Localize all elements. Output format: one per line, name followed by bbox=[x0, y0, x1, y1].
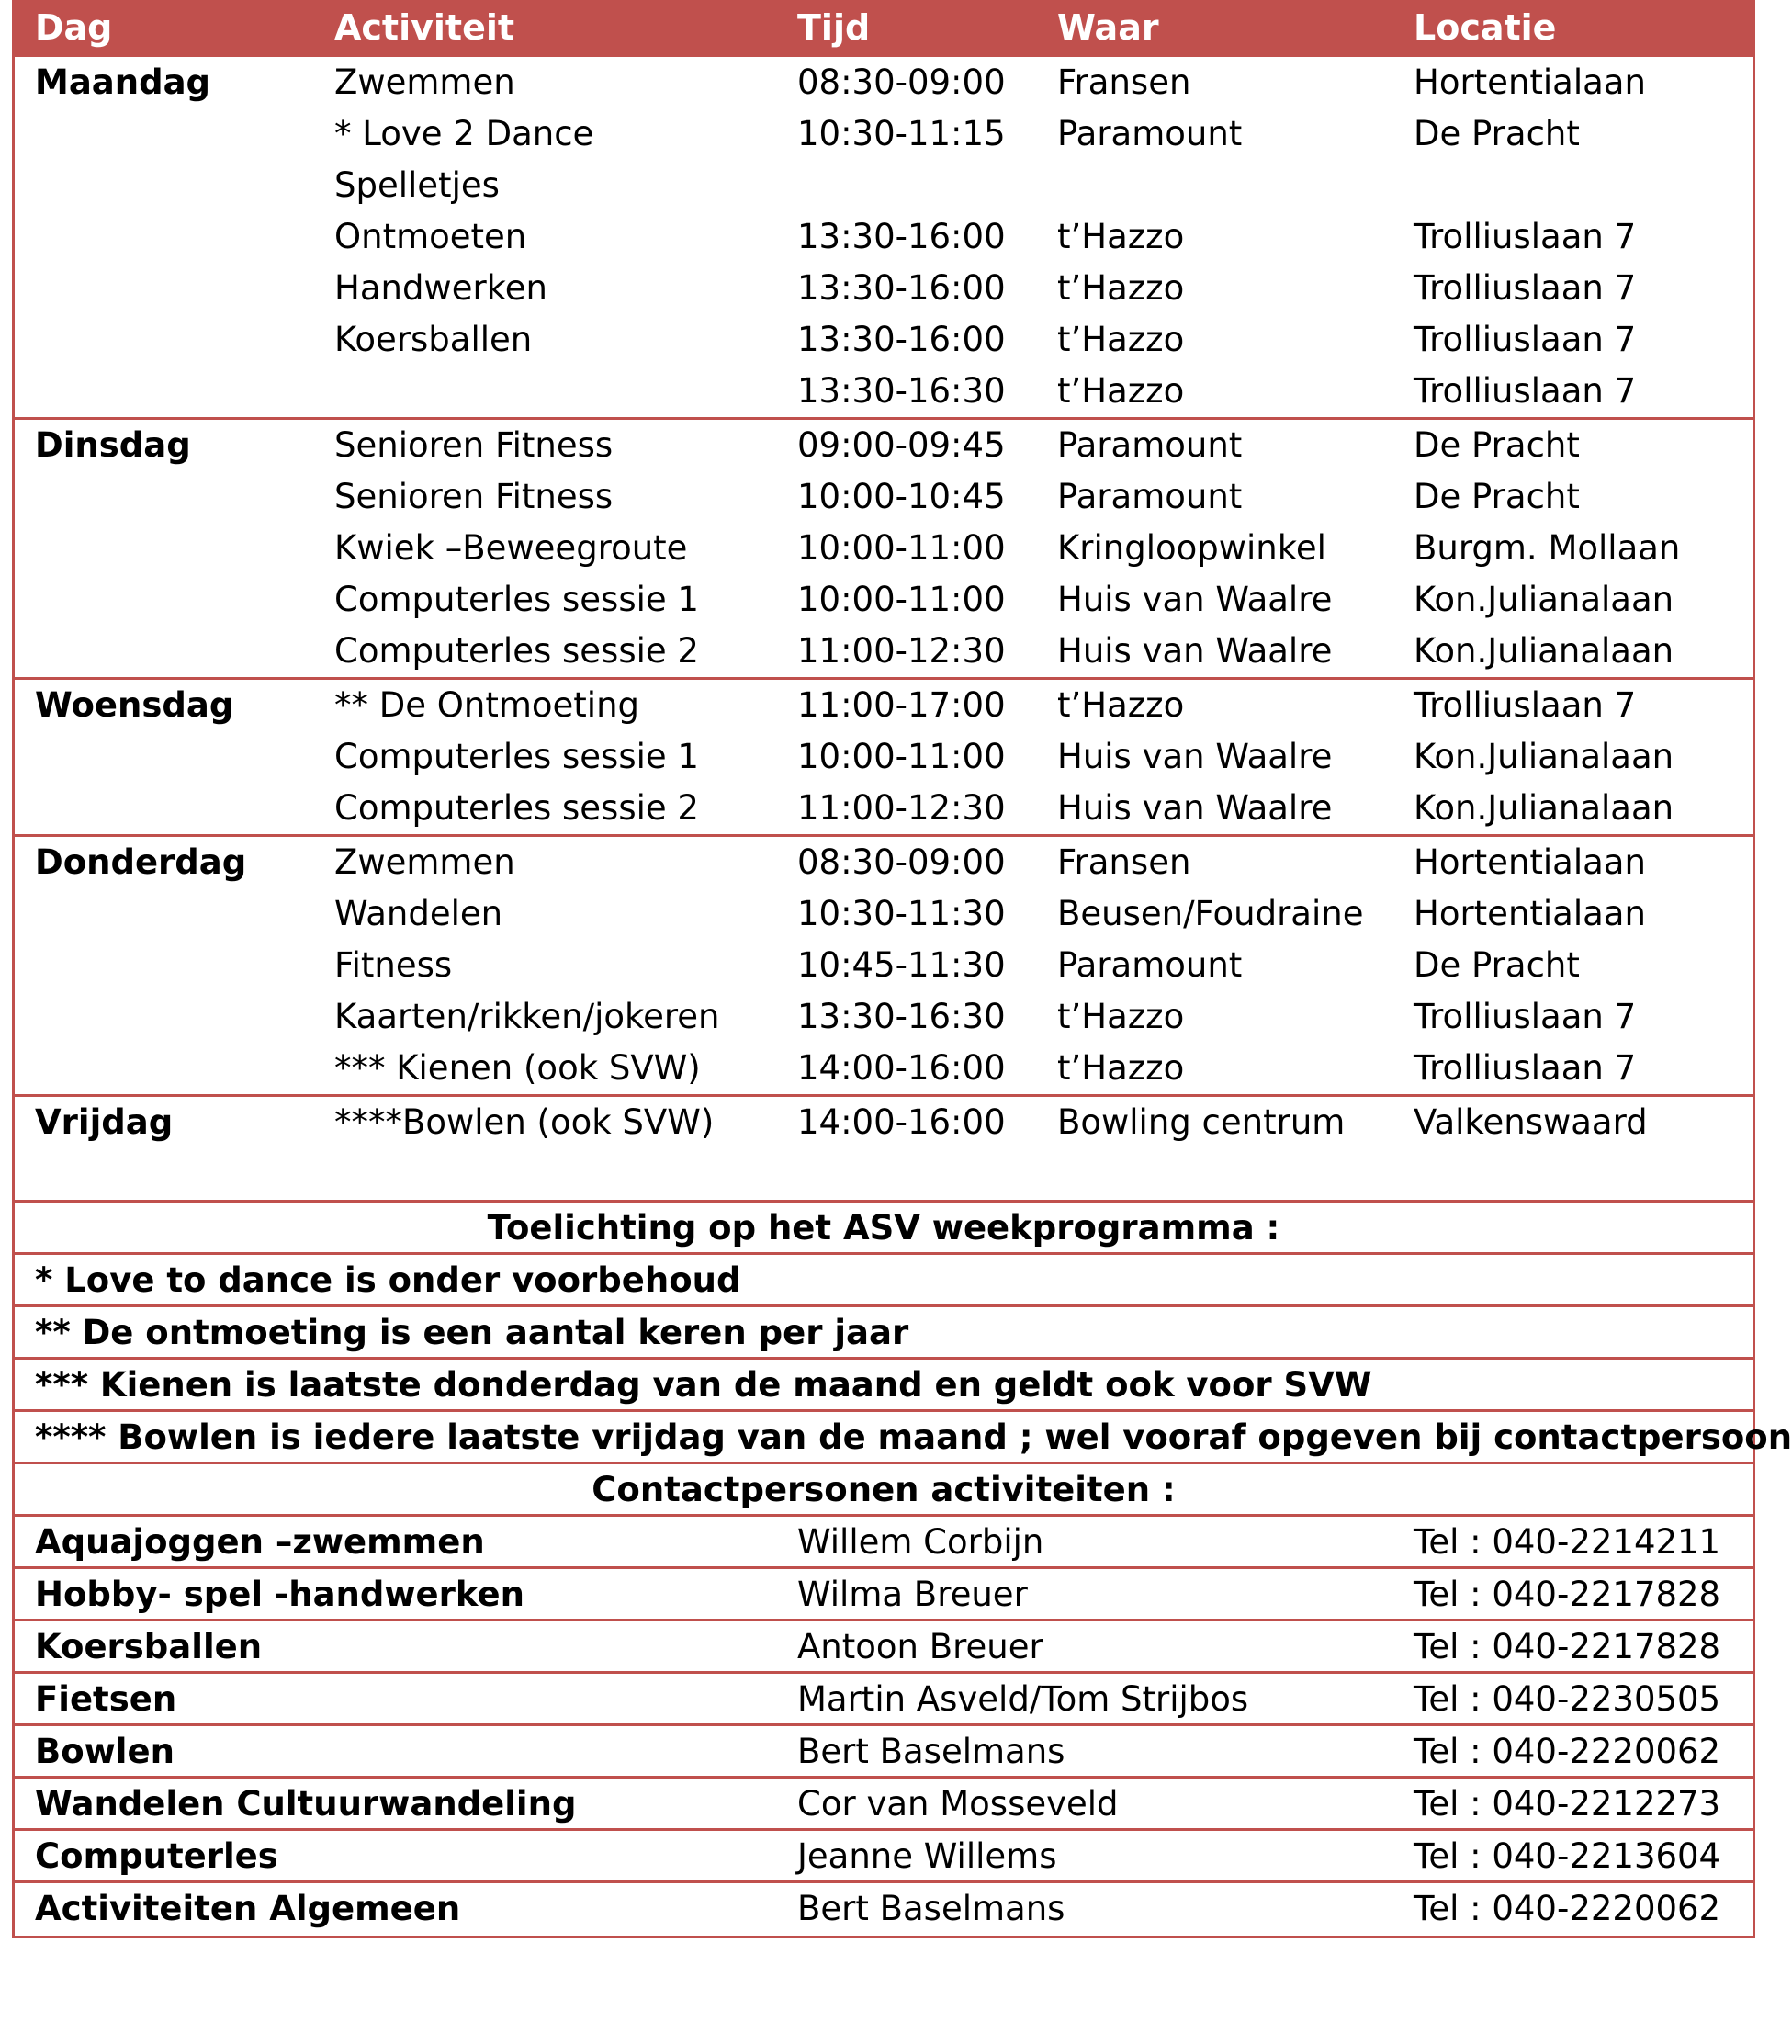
time-cell: 10:00-11:00 bbox=[797, 528, 1006, 568]
header-tijd: Tijd bbox=[797, 7, 871, 48]
time-cell: 14:00-16:00 bbox=[797, 1048, 1006, 1088]
location-cell: Trolliuslaan 7 bbox=[1414, 1048, 1637, 1088]
time-cell: 11:00-17:00 bbox=[797, 685, 1006, 725]
time-cell: 13:30-16:30 bbox=[797, 997, 1006, 1036]
notes-title-row bbox=[15, 1203, 1753, 1255]
time-cell: 11:00-12:30 bbox=[797, 788, 1006, 828]
time-cell: 09:00-09:45 bbox=[797, 425, 1006, 465]
contact-row bbox=[15, 1831, 1753, 1883]
activity-cell: Wandelen bbox=[334, 894, 503, 933]
contact-activity: Fietsen bbox=[35, 1679, 177, 1719]
contact-row bbox=[15, 1569, 1753, 1621]
contact-phone: Tel : 040-2220062 bbox=[1414, 1889, 1721, 1928]
contact-person: Antoon Breuer bbox=[797, 1627, 1043, 1666]
header-activiteit: Activiteit bbox=[334, 7, 515, 48]
table-row bbox=[15, 574, 1753, 626]
contact-phone: Tel : 040-2217828 bbox=[1414, 1627, 1721, 1666]
day-block-woensdag bbox=[15, 680, 1753, 837]
note-row bbox=[15, 1255, 1753, 1307]
activity-cell: *** Kienen (ook SVW) bbox=[334, 1048, 701, 1088]
activity-cell: Spelletjes bbox=[334, 165, 500, 205]
contact-phone: Tel : 040-2214211 bbox=[1414, 1522, 1721, 1562]
location-cell: Kon.Julianalaan bbox=[1414, 580, 1674, 619]
contact-phone: Tel : 040-2217828 bbox=[1414, 1575, 1721, 1614]
location-cell: Burgm. Mollaan bbox=[1414, 528, 1681, 568]
contacts-title-row bbox=[15, 1464, 1753, 1517]
place-cell: Huis van Waalre bbox=[1057, 737, 1333, 776]
activity-cell: Koersballen bbox=[334, 320, 533, 359]
contact-person: Jeanne Willems bbox=[797, 1836, 1057, 1876]
time-cell: 10:00-10:45 bbox=[797, 477, 1006, 516]
table-row bbox=[15, 991, 1753, 1043]
place-cell: t’Hazzo bbox=[1057, 371, 1185, 411]
activity-cell: Zwemmen bbox=[334, 842, 515, 882]
contact-person: Bert Baselmans bbox=[797, 1889, 1065, 1928]
location-cell: Kon.Julianalaan bbox=[1414, 737, 1674, 776]
time-cell: 11:00-12:30 bbox=[797, 631, 1006, 671]
place-cell: Beusen/Foudraine bbox=[1057, 894, 1364, 933]
table-row bbox=[15, 211, 1753, 263]
table-row bbox=[15, 837, 1753, 888]
notes-section bbox=[15, 1203, 1792, 1517]
location-cell: Kon.Julianalaan bbox=[1414, 631, 1674, 671]
contact-row bbox=[15, 1779, 1753, 1831]
place-cell: t’Hazzo bbox=[1057, 217, 1185, 256]
day-block-dinsdag bbox=[15, 420, 1753, 680]
place-cell: t’Hazzo bbox=[1057, 1048, 1185, 1088]
day-name: Dinsdag bbox=[35, 425, 191, 465]
day-name: Vrijdag bbox=[35, 1102, 174, 1142]
contact-phone: Tel : 040-2212273 bbox=[1414, 1784, 1721, 1824]
schedule-body bbox=[15, 57, 1753, 1203]
contact-phone: Tel : 040-2213604 bbox=[1414, 1836, 1721, 1876]
contacts-section bbox=[15, 1517, 1753, 1936]
note-row bbox=[15, 1307, 1753, 1360]
contact-activity: Bowlen bbox=[35, 1732, 175, 1771]
table-row bbox=[15, 888, 1753, 940]
location-cell: Trolliuslaan 7 bbox=[1414, 320, 1637, 359]
place-cell: Fransen bbox=[1057, 62, 1191, 102]
location-cell: Kon.Julianalaan bbox=[1414, 788, 1674, 828]
activity-cell: Computerles sessie 1 bbox=[334, 580, 699, 619]
location-cell: Trolliuslaan 7 bbox=[1414, 268, 1637, 308]
location-cell: Hortentialaan bbox=[1414, 842, 1646, 882]
note-text: * Love to dance is onder voorbehoud bbox=[35, 1260, 741, 1300]
table-row bbox=[15, 57, 1753, 108]
table-row bbox=[15, 940, 1753, 991]
time-cell: 10:45-11:30 bbox=[797, 945, 1006, 985]
location-cell: Trolliuslaan 7 bbox=[1414, 997, 1637, 1036]
contact-activity: Wandelen Cultuurwandeling bbox=[35, 1784, 577, 1824]
contact-person: Martin Asveld/Tom Strijbos bbox=[797, 1679, 1249, 1719]
contact-person: Bert Baselmans bbox=[797, 1732, 1065, 1771]
table-row bbox=[15, 731, 1753, 783]
location-cell: Trolliuslaan 7 bbox=[1414, 685, 1637, 725]
place-cell: Paramount bbox=[1057, 477, 1243, 516]
contact-phone: Tel : 040-2230505 bbox=[1414, 1679, 1721, 1719]
activity-cell: Zwemmen bbox=[334, 62, 515, 102]
table-header bbox=[15, 0, 1753, 57]
contact-person: Cor van Mosseveld bbox=[797, 1784, 1119, 1824]
table-row bbox=[15, 626, 1753, 677]
time-cell: 10:00-11:00 bbox=[797, 737, 1006, 776]
place-cell: t’Hazzo bbox=[1057, 320, 1185, 359]
table-row bbox=[15, 471, 1753, 523]
day-name: Donderdag bbox=[35, 842, 247, 882]
time-cell: 10:00-11:00 bbox=[797, 580, 1006, 619]
place-cell: Paramount bbox=[1057, 114, 1243, 153]
activity-cell: ****Bowlen (ook SVW) bbox=[334, 1102, 715, 1142]
location-cell: De Pracht bbox=[1414, 477, 1580, 516]
place-cell: Paramount bbox=[1057, 425, 1243, 465]
contact-row bbox=[15, 1726, 1753, 1779]
time-cell: 14:00-16:00 bbox=[797, 1102, 1006, 1142]
location-cell: Trolliuslaan 7 bbox=[1414, 217, 1637, 256]
table-row bbox=[15, 314, 1753, 366]
contact-row bbox=[15, 1674, 1753, 1726]
place-cell: Kringloopwinkel bbox=[1057, 528, 1326, 568]
table-row bbox=[15, 160, 1753, 211]
contact-activity: Activiteiten Algemeen bbox=[35, 1889, 461, 1928]
note-text: *** Kienen is laatste donderdag van de maand en geldt ook voor SVW bbox=[35, 1365, 1372, 1405]
table-row bbox=[15, 420, 1753, 471]
time-cell: 08:30-09:00 bbox=[797, 62, 1006, 102]
table-row bbox=[15, 523, 1753, 574]
weekprogramma-table bbox=[12, 0, 1792, 1938]
note-row bbox=[15, 1360, 1753, 1412]
place-cell: t’Hazzo bbox=[1057, 685, 1185, 725]
contact-row bbox=[15, 1621, 1753, 1674]
time-cell: 08:30-09:00 bbox=[797, 842, 1006, 882]
activity-cell: Senioren Fitness bbox=[334, 425, 614, 465]
activity-cell: ** De Ontmoeting bbox=[334, 685, 640, 725]
activity-cell: Computerles sessie 1 bbox=[334, 737, 699, 776]
day-block-maandag bbox=[15, 57, 1753, 420]
location-cell: De Pracht bbox=[1414, 425, 1580, 465]
table-row bbox=[15, 108, 1753, 160]
table-row bbox=[15, 783, 1753, 834]
day-block-donderdag bbox=[15, 837, 1753, 1097]
notes-title: Toelichting op het ASV weekprogramma : bbox=[487, 1208, 1280, 1248]
place-cell: Huis van Waalre bbox=[1057, 631, 1333, 671]
activity-cell: Fitness bbox=[334, 945, 453, 985]
place-cell: t’Hazzo bbox=[1057, 997, 1185, 1036]
time-cell: 10:30-11:15 bbox=[797, 114, 1006, 153]
day-name: Woensdag bbox=[35, 685, 234, 725]
table-row bbox=[15, 680, 1753, 731]
place-cell: t’Hazzo bbox=[1057, 268, 1185, 308]
activity-cell: Computerles sessie 2 bbox=[334, 788, 699, 828]
note-text: ** De ontmoeting is een aantal keren per jaar bbox=[35, 1313, 909, 1352]
place-cell: Paramount bbox=[1057, 945, 1243, 985]
time-cell: 13:30-16:00 bbox=[797, 268, 1006, 308]
location-cell: De Pracht bbox=[1414, 114, 1580, 153]
contact-phone: Tel : 040-2220062 bbox=[1414, 1732, 1721, 1771]
activity-cell: * Love 2 Dance bbox=[334, 114, 594, 153]
activity-cell: Computerles sessie 2 bbox=[334, 631, 699, 671]
table-row bbox=[15, 1097, 1753, 1148]
header-waar: Waar bbox=[1057, 7, 1159, 48]
contact-activity: Hobby- spel -handwerken bbox=[35, 1575, 524, 1614]
contact-row bbox=[15, 1517, 1753, 1569]
contacts-title: Contactpersonen activiteiten : bbox=[592, 1470, 1176, 1509]
header-locatie: Locatie bbox=[1414, 7, 1557, 48]
activity-cell: Kaarten/rikken/jokeren bbox=[334, 997, 720, 1036]
activity-cell: Ontmoeten bbox=[334, 217, 527, 256]
place-cell: Huis van Waalre bbox=[1057, 580, 1333, 619]
location-cell: Valkenswaard bbox=[1414, 1102, 1648, 1142]
activity-cell: Kwiek –Beweegroute bbox=[334, 528, 688, 568]
contact-activity: Aquajoggen –zwemmen bbox=[35, 1522, 485, 1562]
contact-activity: Koersballen bbox=[35, 1627, 263, 1666]
header-dag: Dag bbox=[35, 7, 113, 48]
time-cell: 13:30-16:00 bbox=[797, 320, 1006, 359]
day-block-vrijdag bbox=[15, 1097, 1753, 1203]
location-cell: Trolliuslaan 7 bbox=[1414, 371, 1637, 411]
time-cell: 10:30-11:30 bbox=[797, 894, 1006, 933]
table-row bbox=[15, 1043, 1753, 1094]
note-row bbox=[15, 1412, 1792, 1464]
table-row bbox=[15, 263, 1753, 314]
location-cell: Hortentialaan bbox=[1414, 894, 1646, 933]
day-name: Maandag bbox=[35, 62, 211, 102]
place-cell: Huis van Waalre bbox=[1057, 788, 1333, 828]
activity-cell: Handwerken bbox=[334, 268, 547, 308]
contact-person: Wilma Breuer bbox=[797, 1575, 1028, 1614]
table-row bbox=[15, 366, 1753, 417]
contact-activity: Computerles bbox=[35, 1836, 278, 1876]
contact-person: Willem Corbijn bbox=[797, 1522, 1044, 1562]
location-cell: Hortentialaan bbox=[1414, 62, 1646, 102]
place-cell: Fransen bbox=[1057, 842, 1191, 882]
time-cell: 13:30-16:30 bbox=[797, 371, 1006, 411]
note-text: **** Bowlen is iedere laatste vrijdag van de maand ; wel vooraf opgeven bij contactpersoon bbox=[35, 1417, 1792, 1457]
location-cell: De Pracht bbox=[1414, 945, 1580, 985]
activity-cell: Senioren Fitness bbox=[334, 477, 614, 516]
place-cell: Bowling centrum bbox=[1057, 1102, 1346, 1142]
contact-row bbox=[15, 1883, 1753, 1936]
time-cell: 13:30-16:00 bbox=[797, 217, 1006, 256]
table-row bbox=[15, 1148, 1753, 1200]
